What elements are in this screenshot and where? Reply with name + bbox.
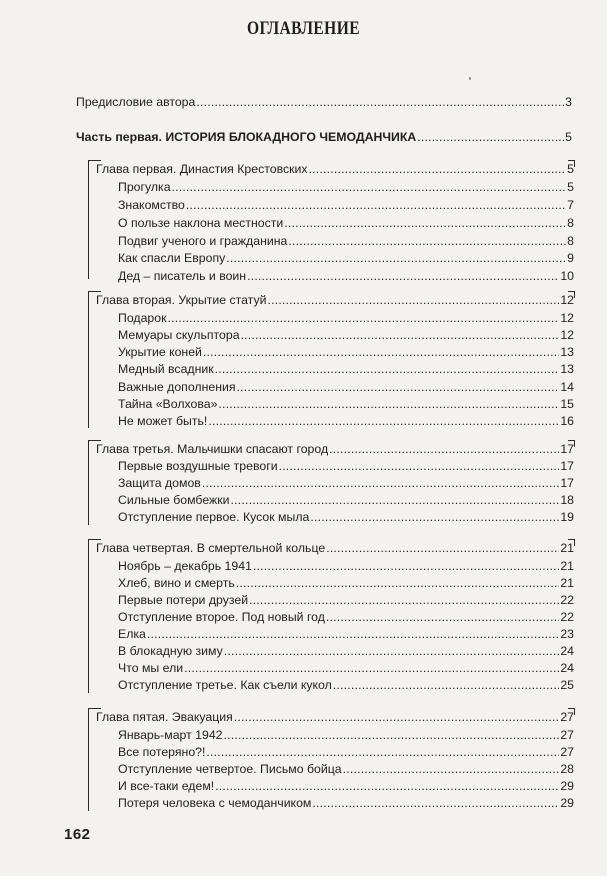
toc-entry-page: 17 (560, 459, 574, 473)
toc-entry-section[interactable] (118, 311, 574, 326)
leader-dots (326, 541, 559, 556)
toc-title: ОГЛАВЛЕНИЕ (246, 18, 361, 39)
toc-entry-page: 17 (560, 476, 574, 490)
leader-dots (218, 397, 559, 412)
toc-entry-section[interactable] (118, 644, 574, 659)
leader-dots (184, 661, 559, 676)
toc-entry-label: Первые потери друзей (118, 593, 249, 607)
toc-entry-page: 18 (560, 493, 574, 507)
toc-entry-label: Подарок (118, 311, 167, 325)
toc-entry-page: 12 (560, 293, 574, 307)
toc-entry-page: 13 (560, 345, 574, 359)
toc-entry-chapter[interactable] (96, 710, 574, 725)
toc-entry-label: В блокадную зиму (118, 644, 223, 658)
toc-entry-section[interactable] (118, 216, 574, 231)
leader-dots (226, 251, 566, 266)
leader-dots (343, 762, 560, 777)
chapter-bracket (88, 539, 101, 693)
toc-entry-section[interactable] (118, 593, 574, 608)
toc-entry-page: 22 (560, 593, 574, 607)
toc-entry-label: Тайна «Волхова» (118, 397, 218, 411)
toc-entry-page: 29 (560, 796, 574, 810)
toc-entry-label: Все потеряно?! (118, 745, 206, 759)
leader-dots (326, 610, 559, 625)
toc-entry-label: Первые воздушные тревоги (118, 459, 278, 473)
toc-entry-section[interactable] (118, 796, 574, 811)
toc-entry-section[interactable] (118, 779, 574, 794)
chapter-bracket (88, 291, 101, 428)
toc-entry-section[interactable] (118, 745, 574, 760)
toc-entry-section[interactable] (118, 180, 574, 195)
toc-entry-label: Важные дополнения (118, 380, 236, 394)
leader-dots (241, 328, 560, 343)
toc-entry-label: Ноябрь – декабрь 1941 (118, 559, 252, 573)
leader-dots (237, 380, 560, 395)
leader-dots (310, 510, 559, 525)
leader-dots (288, 234, 566, 249)
toc-entry-page: 15 (560, 397, 574, 411)
leader-dots (234, 710, 560, 725)
toc-entry-label: Прогулка (118, 180, 171, 194)
toc-entry-page: 5 (567, 180, 574, 194)
toc-entry-section[interactable] (118, 661, 574, 676)
toc-entry-part[interactable] (76, 130, 572, 145)
toc-entry-label: Предисловие автора (76, 95, 196, 109)
toc-entry-page: 7 (567, 198, 574, 212)
toc-entry-label: Сильные бомбежки (118, 493, 230, 507)
toc-entry-page: 16 (560, 414, 574, 428)
toc-entry-label: Отступление третье. Как съели кукол (118, 678, 332, 692)
toc-entry-page: 5 (567, 162, 574, 176)
toc-entry-label: Укрытие коней (118, 345, 202, 359)
toc-entry-section[interactable] (118, 493, 574, 508)
toc-entry-page: 17 (560, 442, 574, 456)
leader-dots (309, 162, 567, 177)
toc-entry-section[interactable] (118, 627, 574, 642)
toc-entry-label: Отступление второе. Под новый год (118, 610, 325, 624)
toc-entry-label: Глава первая. Династия Крестовских (96, 162, 308, 176)
leader-dots (417, 130, 564, 145)
toc-entry-page: 21 (560, 576, 574, 590)
toc-entry-label: Мемуары скульптора (118, 328, 240, 342)
leader-dots (267, 293, 559, 308)
toc-entry-section[interactable] (118, 459, 574, 474)
toc-entry-section[interactable] (118, 728, 574, 743)
leader-dots (247, 269, 559, 284)
toc-entry-page: 27 (560, 745, 574, 759)
toc-entry-section[interactable] (118, 414, 574, 429)
toc-entry-section[interactable] (118, 559, 574, 574)
toc-entry-section[interactable] (118, 328, 574, 343)
leader-dots (249, 593, 559, 608)
leader-dots (172, 180, 567, 195)
leader-dots (224, 644, 560, 659)
toc-entry-section[interactable] (118, 345, 574, 360)
toc-entry-chapter[interactable] (96, 442, 574, 457)
page-number: 162 (64, 826, 91, 843)
leader-dots (333, 678, 560, 693)
toc-entry-label: Хлеб, вино и смерть (118, 576, 235, 590)
toc-entry-section[interactable] (118, 610, 574, 625)
leader-dots (196, 95, 564, 110)
toc-entry-label: Глава четвертая. В смертельной кольце (96, 541, 326, 555)
toc-entry-page: 21 (560, 541, 574, 555)
leader-dots (236, 576, 560, 591)
leader-dots (231, 493, 560, 508)
toc-entry-section[interactable] (118, 510, 574, 525)
toc-entry-label: Часть первая. ИСТОРИЯ БЛОКАДНОГО ЧЕМОДАНЧИКА (76, 130, 417, 144)
toc-entry-page: 10 (560, 269, 574, 283)
leader-dots (206, 745, 559, 760)
toc-entry-label: Глава пятая. Эвакуация (96, 710, 233, 724)
toc-entry-label: Подвиг ученого и гражданина (118, 234, 288, 248)
leader-dots (284, 216, 566, 231)
toc-entry-section[interactable] (118, 762, 574, 777)
toc-entry-label: Медный всадник (118, 362, 214, 376)
toc-entry-section[interactable] (118, 198, 574, 213)
toc-entry-label: Что мы ели (118, 661, 184, 675)
toc-entry-label: Глава третья. Мальчишки спасают город (96, 442, 329, 456)
leader-dots (253, 559, 559, 574)
toc-entry-section[interactable] (118, 397, 574, 412)
toc-entry-label: Январь-март 1942 (118, 728, 223, 742)
toc-entry-page: 12 (560, 311, 574, 325)
print-speck (469, 77, 471, 80)
toc-entry-page: 24 (560, 661, 574, 675)
toc-entry-label: Потеря человека с чемоданчиком (118, 796, 312, 810)
toc-entry-chapter[interactable] (96, 541, 574, 556)
leader-dots (224, 728, 560, 743)
toc-entry-section[interactable] (118, 476, 574, 491)
toc-entry-page: 24 (560, 644, 574, 658)
toc-entry-page: 28 (560, 762, 574, 776)
toc-entry-page: 25 (560, 678, 574, 692)
toc-entry-label: Как спасли Европу (118, 251, 226, 265)
toc-entry-label: Не может быть! (118, 414, 208, 428)
toc-entry-label: И все-таки едем! (118, 779, 215, 793)
chapter-bracket (88, 160, 101, 279)
toc-entry-preface[interactable] (76, 95, 572, 110)
toc-entry-page: 19 (560, 510, 574, 524)
toc-entry-section[interactable] (118, 678, 574, 693)
toc-entry-label: Знакомство (118, 198, 185, 212)
leader-dots (312, 796, 559, 811)
toc-entry-section[interactable] (118, 576, 574, 591)
toc-entry-page: 9 (567, 251, 574, 265)
toc-entry-page: 27 (560, 710, 574, 724)
toc-entry-label: Елка (118, 627, 146, 641)
leader-dots (147, 627, 559, 642)
toc-entry-label: Отступление четвертое. Письмо бойца (118, 762, 342, 776)
leader-dots (215, 362, 560, 377)
toc-entry-page: 3 (565, 95, 572, 109)
leader-dots (202, 476, 559, 491)
toc-entry-page: 29 (560, 779, 574, 793)
toc-entry-label: О пользе наклона местности (118, 216, 284, 230)
toc-entry-label: Отступление первое. Кусок мыла (118, 510, 310, 524)
toc-entry-page: 13 (560, 362, 574, 376)
toc-entry-label: Дед – писатель и воин (118, 269, 247, 283)
toc-entry-page: 22 (560, 610, 574, 624)
leader-dots (203, 345, 559, 360)
leader-dots (186, 198, 566, 213)
toc-entry-section[interactable] (118, 251, 574, 266)
toc-entry-page: 12 (560, 328, 574, 342)
toc-entry-chapter[interactable] (96, 293, 574, 308)
toc-entry-label: Защита домов (118, 476, 201, 490)
leader-dots (329, 442, 559, 457)
toc-entry-chapter[interactable] (96, 162, 574, 177)
toc-entry-page: 21 (560, 559, 574, 573)
toc-entry-page: 14 (560, 380, 574, 394)
toc-entry-page: 8 (567, 234, 574, 248)
toc-entry-page: 8 (567, 216, 574, 230)
leader-dots (167, 311, 559, 326)
toc-entry-page: 5 (565, 130, 572, 144)
toc-entry-section[interactable] (118, 234, 574, 249)
toc-entry-page: 27 (560, 728, 574, 742)
leader-dots (208, 414, 559, 429)
toc-entry-section[interactable] (118, 380, 574, 395)
leader-dots (279, 459, 560, 474)
toc-entry-label: Глава вторая. Укрытие статуй (96, 293, 267, 307)
toc-entry-section[interactable] (118, 362, 574, 377)
toc-entry-page: 23 (560, 627, 574, 641)
leader-dots (215, 779, 559, 794)
toc-entry-section[interactable] (118, 269, 574, 284)
